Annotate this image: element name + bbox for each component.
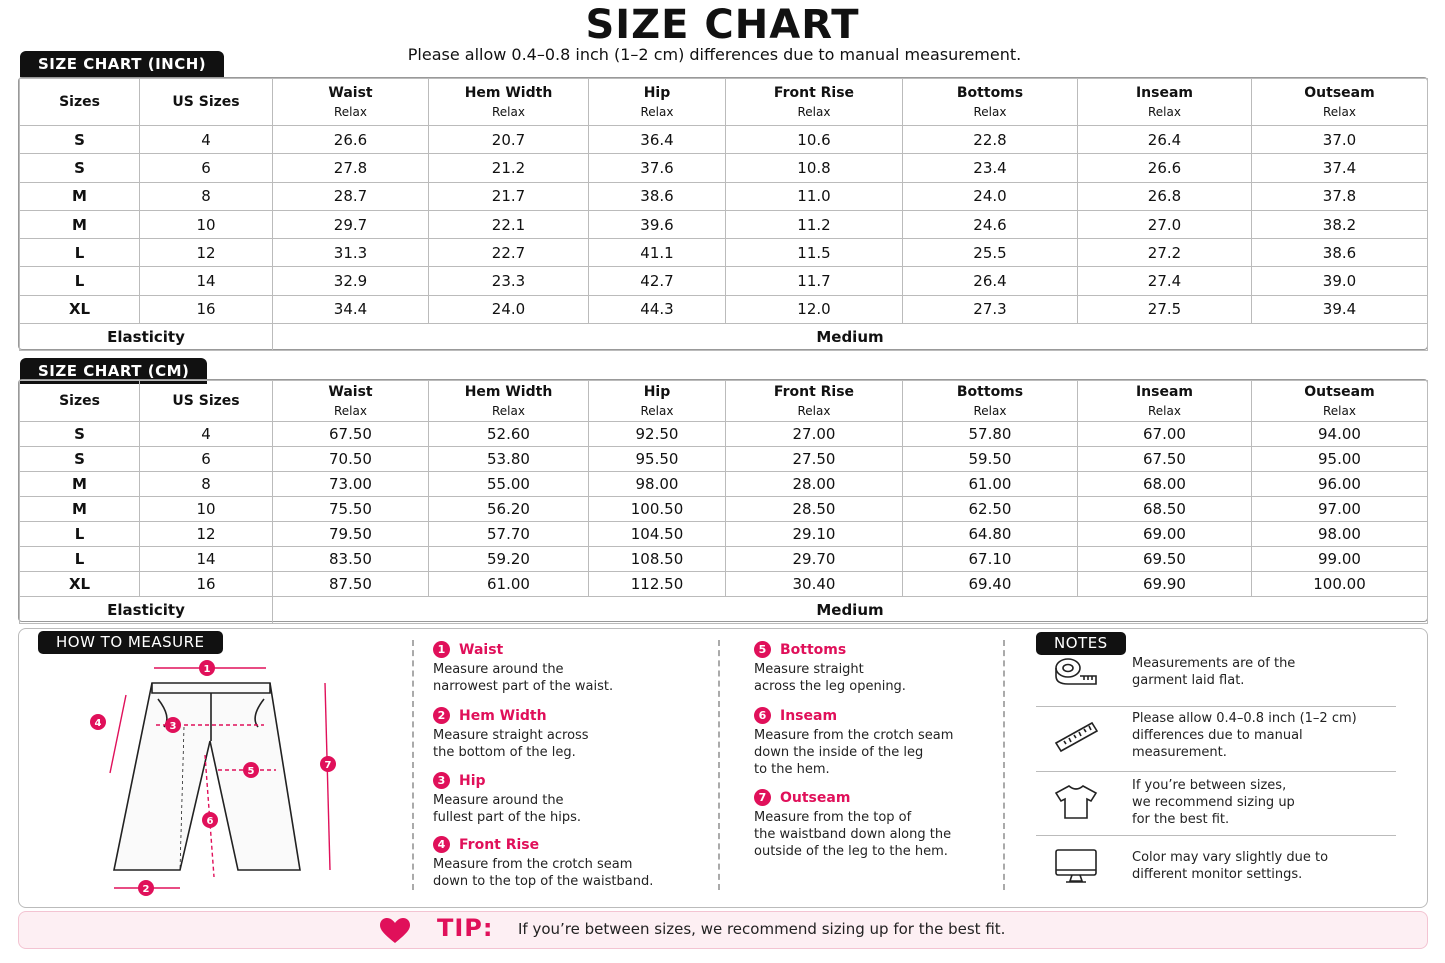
table-header-row bbox=[20, 381, 1428, 422]
column-title: Sizes bbox=[59, 94, 100, 110]
value-cell: 27.3 bbox=[903, 295, 1078, 323]
measure-number-badge: 7 bbox=[754, 789, 771, 806]
value-cell: 69.90 bbox=[1078, 572, 1252, 597]
value-cell: 42.7 bbox=[589, 267, 726, 295]
column-title: Hip bbox=[643, 384, 671, 400]
value-cell: 68.50 bbox=[1078, 497, 1252, 522]
value-cell: 95.50 bbox=[589, 447, 726, 472]
value-cell: 27.0 bbox=[1078, 210, 1252, 238]
size-cell: S bbox=[20, 154, 140, 182]
inch-size-table bbox=[19, 78, 1428, 351]
column-header bbox=[140, 79, 273, 126]
value-cell: 100.00 bbox=[1252, 572, 1428, 597]
measure-item-title: Front Rise bbox=[459, 836, 540, 853]
value-cell: 112.50 bbox=[589, 572, 726, 597]
value-cell: 29.10 bbox=[726, 522, 903, 547]
value-cell: 24.6 bbox=[903, 210, 1078, 238]
value-cell: 67.00 bbox=[1078, 422, 1252, 447]
measure-item-text bbox=[754, 727, 1014, 778]
diagram-marker-4: 4 bbox=[94, 718, 102, 729]
measure-item bbox=[433, 641, 693, 695]
value-cell: 26.4 bbox=[903, 267, 1078, 295]
note-divider bbox=[1036, 835, 1396, 836]
value-cell: 12 bbox=[140, 522, 273, 547]
column-subtitle: Relax bbox=[973, 404, 1007, 418]
size-cell: XL bbox=[20, 295, 140, 323]
measure-text-line: Measure from the crotch seam bbox=[754, 728, 954, 743]
value-cell: 92.50 bbox=[589, 422, 726, 447]
measure-text-line: across the leg opening. bbox=[754, 679, 906, 694]
value-cell: 30.40 bbox=[726, 572, 903, 597]
column-header bbox=[1078, 79, 1252, 126]
size-cell: S bbox=[20, 422, 140, 447]
value-cell: 108.50 bbox=[589, 547, 726, 572]
value-cell: 98.00 bbox=[1252, 522, 1428, 547]
note-text-line: we recommend sizing up bbox=[1132, 794, 1295, 810]
value-cell: 11.7 bbox=[726, 267, 903, 295]
measure-item-heading bbox=[433, 707, 693, 724]
size-cell: M bbox=[20, 497, 140, 522]
value-cell: 96.00 bbox=[1252, 472, 1428, 497]
value-cell: 28.50 bbox=[726, 497, 903, 522]
measure-number-badge: 1 bbox=[433, 641, 450, 658]
column-header bbox=[589, 79, 726, 126]
value-cell: 11.5 bbox=[726, 239, 903, 267]
value-cell: 98.00 bbox=[589, 472, 726, 497]
size-cell: XL bbox=[20, 572, 140, 597]
note-text-line: Color may vary slightly due to bbox=[1132, 850, 1329, 865]
table-row bbox=[20, 572, 1428, 597]
heart-icon bbox=[380, 918, 410, 944]
diagram-marker-2: 2 bbox=[142, 884, 150, 895]
table-row bbox=[20, 497, 1428, 522]
measure-item bbox=[433, 707, 693, 761]
note-text-line: for the best fit. bbox=[1132, 811, 1230, 827]
note-text-line: Please allow 0.4–0.8 inch (1–2 cm) bbox=[1132, 710, 1357, 726]
table-header-row bbox=[20, 79, 1428, 126]
value-cell: 27.8 bbox=[273, 154, 429, 182]
value-cell: 67.10 bbox=[903, 547, 1078, 572]
note-text bbox=[1132, 770, 1394, 834]
column-header bbox=[589, 381, 726, 422]
value-cell: 64.80 bbox=[903, 522, 1078, 547]
value-cell: 59.20 bbox=[429, 547, 589, 572]
value-cell: 24.0 bbox=[429, 295, 589, 323]
note-text-line: different monitor settings. bbox=[1132, 867, 1303, 882]
column-title: Hem Width bbox=[464, 384, 553, 400]
value-cell: 10 bbox=[140, 210, 273, 238]
column-title: Hem Width bbox=[464, 85, 553, 101]
notes-label: NOTES bbox=[1036, 632, 1126, 655]
column-title: Front Rise bbox=[773, 85, 855, 101]
column-header bbox=[429, 381, 589, 422]
measure-item-text bbox=[433, 856, 693, 890]
diagram-marker-7: 7 bbox=[324, 760, 332, 771]
column-header bbox=[726, 381, 903, 422]
column-header bbox=[726, 79, 903, 126]
measure-text-line: down to the top of the waistband. bbox=[433, 874, 654, 889]
measure-number-badge: 6 bbox=[754, 707, 771, 724]
value-cell: 61.00 bbox=[429, 572, 589, 597]
value-cell: 44.3 bbox=[589, 295, 726, 323]
column-header bbox=[1252, 381, 1428, 422]
value-cell: 27.4 bbox=[1078, 267, 1252, 295]
column-subtitle: Relax bbox=[1323, 404, 1356, 418]
value-cell: 94.00 bbox=[1252, 422, 1428, 447]
note-text-block bbox=[1132, 655, 1295, 689]
value-cell: 53.80 bbox=[429, 447, 589, 472]
column-title: Inseam bbox=[1135, 384, 1194, 400]
value-cell: 10 bbox=[140, 497, 273, 522]
value-cell: 12 bbox=[140, 239, 273, 267]
measure-item-title: Inseam bbox=[780, 707, 838, 724]
measure-item-title: Waist bbox=[459, 641, 504, 658]
value-cell: 36.4 bbox=[589, 126, 726, 154]
value-cell: 14 bbox=[140, 547, 273, 572]
measure-text-line: narrowest part of the waist. bbox=[433, 679, 614, 694]
column-header bbox=[273, 79, 429, 126]
note-text-line: Measurements are of the bbox=[1132, 656, 1296, 671]
column-title: Outseam bbox=[1304, 85, 1375, 101]
column-title: Bottoms bbox=[956, 384, 1024, 400]
value-cell: 59.50 bbox=[903, 447, 1078, 472]
value-cell: 68.00 bbox=[1078, 472, 1252, 497]
value-cell: 11.2 bbox=[726, 210, 903, 238]
measure-item-text bbox=[754, 661, 1014, 695]
column-subtitle: Relax bbox=[1323, 105, 1356, 119]
measure-item-title: Hem Width bbox=[459, 707, 547, 724]
measure-item-title: Bottoms bbox=[780, 641, 847, 658]
table-row bbox=[20, 447, 1428, 472]
value-cell: 67.50 bbox=[273, 422, 429, 447]
value-cell: 69.40 bbox=[903, 572, 1078, 597]
table-row bbox=[20, 210, 1428, 238]
column-header bbox=[1252, 79, 1428, 126]
value-cell: 37.4 bbox=[1252, 154, 1428, 182]
measure-item bbox=[754, 641, 1014, 695]
page-subtitle: Please allow 0.4–0.8 inch (1–2 cm) differences due to manual measurement. bbox=[407, 45, 1022, 64]
size-cell: M bbox=[20, 210, 140, 238]
value-cell: 69.50 bbox=[1078, 547, 1252, 572]
column-subtitle: Relax bbox=[640, 105, 674, 119]
value-cell: 52.60 bbox=[429, 422, 589, 447]
value-cell: 99.00 bbox=[1252, 547, 1428, 572]
value-cell: 55.00 bbox=[429, 472, 589, 497]
size-cell: M bbox=[20, 182, 140, 210]
how-to-measure-label: HOW TO MEASURE bbox=[38, 631, 223, 654]
measure-item bbox=[754, 707, 1014, 778]
value-cell: 4 bbox=[140, 126, 273, 154]
measure-item-text bbox=[433, 792, 693, 826]
cm-chart-label: SIZE CHART (CM) bbox=[20, 358, 207, 384]
value-cell: 28.00 bbox=[726, 472, 903, 497]
note-text bbox=[1132, 640, 1394, 704]
value-cell: 38.6 bbox=[1252, 239, 1428, 267]
value-cell: 62.50 bbox=[903, 497, 1078, 522]
value-cell: 11.0 bbox=[726, 182, 903, 210]
column-header bbox=[20, 381, 140, 422]
tip-label: TIP: bbox=[437, 914, 494, 942]
size-cell: S bbox=[20, 447, 140, 472]
column-subtitle: Relax bbox=[973, 105, 1007, 119]
column-subtitle: Relax bbox=[492, 105, 525, 119]
diagram-marker-1: 1 bbox=[203, 664, 211, 675]
value-cell: 79.50 bbox=[273, 522, 429, 547]
measure-item-text bbox=[433, 727, 693, 761]
ruler-icon bbox=[1054, 717, 1098, 753]
value-cell: 75.50 bbox=[273, 497, 429, 522]
note-text-block bbox=[1132, 710, 1357, 761]
column-subtitle: Relax bbox=[334, 105, 367, 119]
value-cell: 39.0 bbox=[1252, 267, 1428, 295]
monitor-icon bbox=[1054, 848, 1098, 884]
value-cell: 26.6 bbox=[273, 126, 429, 154]
value-cell: 26.4 bbox=[1078, 126, 1252, 154]
measure-number-badge: 2 bbox=[433, 707, 450, 724]
measure-item-text bbox=[433, 661, 693, 695]
value-cell: 22.1 bbox=[429, 210, 589, 238]
table-row bbox=[20, 295, 1428, 323]
size-cell: L bbox=[20, 547, 140, 572]
measure-text-line: fullest part of the hips. bbox=[433, 810, 581, 825]
value-cell: 22.8 bbox=[903, 126, 1078, 154]
column-header bbox=[1078, 381, 1252, 422]
measure-item-heading bbox=[754, 707, 1014, 724]
value-cell: 12.0 bbox=[726, 295, 903, 323]
value-cell: 34.4 bbox=[273, 295, 429, 323]
measure-text-line: Measure from the crotch seam bbox=[433, 857, 633, 872]
value-cell: 27.00 bbox=[726, 422, 903, 447]
value-cell: 14 bbox=[140, 267, 273, 295]
value-cell: 21.7 bbox=[429, 182, 589, 210]
column-subtitle: Relax bbox=[492, 404, 525, 418]
divider bbox=[718, 640, 720, 890]
column-subtitle: Relax bbox=[640, 404, 674, 418]
value-cell: 67.50 bbox=[1078, 447, 1252, 472]
column-title: Sizes bbox=[59, 393, 100, 409]
value-cell: 21.2 bbox=[429, 154, 589, 182]
note-text-line: garment laid flat. bbox=[1132, 673, 1245, 688]
note-item bbox=[1036, 834, 1396, 898]
measure-number-badge: 4 bbox=[433, 836, 450, 853]
column-header bbox=[140, 381, 273, 422]
size-cell: M bbox=[20, 472, 140, 497]
value-cell: 69.00 bbox=[1078, 522, 1252, 547]
page-title: SIZE CHART bbox=[585, 2, 860, 48]
table-row bbox=[20, 154, 1428, 182]
table-row bbox=[20, 267, 1428, 295]
diagram-marker-3: 3 bbox=[169, 721, 177, 732]
elasticity-value: Medium bbox=[273, 324, 1428, 351]
value-cell: 38.2 bbox=[1252, 210, 1428, 238]
measure-text-line: down the inside of the leg bbox=[754, 745, 924, 760]
size-cell: L bbox=[20, 522, 140, 547]
measure-number-badge: 3 bbox=[433, 772, 450, 789]
column-subtitle: Relax bbox=[1148, 404, 1181, 418]
note-divider bbox=[1036, 706, 1396, 707]
measure-text-line: Measure around the bbox=[433, 793, 564, 808]
column-subtitle: Relax bbox=[797, 105, 831, 119]
measure-item-heading bbox=[433, 641, 693, 658]
value-cell: 104.50 bbox=[589, 522, 726, 547]
value-cell: 27.5 bbox=[1078, 295, 1252, 323]
column-title: US Sizes bbox=[172, 94, 240, 110]
measure-text-line: the bottom of the leg. bbox=[433, 745, 576, 760]
column-header bbox=[903, 381, 1078, 422]
value-cell: 6 bbox=[140, 447, 273, 472]
measure-item bbox=[754, 789, 1014, 860]
value-cell: 37.8 bbox=[1252, 182, 1428, 210]
value-cell: 83.50 bbox=[273, 547, 429, 572]
elasticity-row bbox=[20, 324, 1428, 351]
value-cell: 16 bbox=[140, 572, 273, 597]
measure-item bbox=[433, 836, 693, 890]
measure-item-heading bbox=[754, 789, 1014, 806]
value-cell: 73.00 bbox=[273, 472, 429, 497]
value-cell: 39.6 bbox=[589, 210, 726, 238]
value-cell: 37.0 bbox=[1252, 126, 1428, 154]
note-text-line: differences due to manual bbox=[1132, 727, 1303, 743]
value-cell: 8 bbox=[140, 472, 273, 497]
table-row bbox=[20, 547, 1428, 572]
value-cell: 10.6 bbox=[726, 126, 903, 154]
value-cell: 32.9 bbox=[273, 267, 429, 295]
value-cell: 24.0 bbox=[903, 182, 1078, 210]
note-text-line: measurement. bbox=[1132, 744, 1227, 760]
size-cell: S bbox=[20, 126, 140, 154]
note-item bbox=[1036, 770, 1396, 834]
value-cell: 27.2 bbox=[1078, 239, 1252, 267]
measure-item-heading bbox=[433, 836, 693, 853]
measure-text-line: outside of the leg to the hem. bbox=[754, 844, 948, 859]
value-cell: 10.8 bbox=[726, 154, 903, 182]
value-cell: 61.00 bbox=[903, 472, 1078, 497]
column-header bbox=[903, 79, 1078, 126]
value-cell: 28.7 bbox=[273, 182, 429, 210]
measure-item-heading bbox=[433, 772, 693, 789]
measure-item bbox=[433, 772, 693, 826]
value-cell: 70.50 bbox=[273, 447, 429, 472]
column-title: Hip bbox=[643, 85, 671, 101]
size-cell: L bbox=[20, 267, 140, 295]
value-cell: 8 bbox=[140, 182, 273, 210]
column-subtitle: Relax bbox=[797, 404, 831, 418]
column-header bbox=[20, 79, 140, 126]
elasticity-row bbox=[20, 597, 1428, 624]
measuring-tape-icon bbox=[1054, 654, 1098, 690]
column-title: US Sizes bbox=[172, 393, 240, 409]
column-title: Front Rise bbox=[773, 384, 855, 400]
value-cell: 26.8 bbox=[1078, 182, 1252, 210]
table-row bbox=[20, 472, 1428, 497]
value-cell: 100.50 bbox=[589, 497, 726, 522]
note-divider bbox=[1036, 771, 1396, 772]
size-cell: L bbox=[20, 239, 140, 267]
value-cell: 27.50 bbox=[726, 447, 903, 472]
value-cell: 41.1 bbox=[589, 239, 726, 267]
measure-item-heading bbox=[754, 641, 1014, 658]
measure-text-line: to the hem. bbox=[754, 762, 830, 777]
pants-diagram bbox=[80, 655, 360, 900]
measure-item-title: Outseam bbox=[780, 789, 851, 806]
measure-item-title: Hip bbox=[459, 772, 486, 789]
note-text-block bbox=[1132, 777, 1295, 828]
note-item bbox=[1036, 703, 1396, 767]
value-cell: 29.7 bbox=[273, 210, 429, 238]
value-cell: 57.80 bbox=[903, 422, 1078, 447]
column-title: Outseam bbox=[1304, 384, 1375, 400]
table-row bbox=[20, 182, 1428, 210]
value-cell: 20.7 bbox=[429, 126, 589, 154]
value-cell: 4 bbox=[140, 422, 273, 447]
measure-text-line: Measure from the top of bbox=[754, 810, 912, 825]
column-title: Bottoms bbox=[956, 85, 1024, 101]
note-item bbox=[1036, 640, 1396, 704]
measure-text-line: Measure straight bbox=[754, 662, 864, 677]
column-header bbox=[273, 381, 429, 422]
elasticity-label: Elasticity bbox=[20, 597, 273, 624]
cm-size-table bbox=[19, 380, 1428, 624]
column-title: Waist bbox=[328, 384, 373, 400]
elasticity-label: Elasticity bbox=[20, 324, 273, 351]
measure-text-line: the waistband down along the bbox=[754, 827, 952, 842]
value-cell: 57.70 bbox=[429, 522, 589, 547]
value-cell: 23.4 bbox=[903, 154, 1078, 182]
value-cell: 95.00 bbox=[1252, 447, 1428, 472]
value-cell: 97.00 bbox=[1252, 497, 1428, 522]
column-subtitle: Relax bbox=[334, 404, 367, 418]
inch-chart-label: SIZE CHART (INCH) bbox=[20, 51, 224, 77]
value-cell: 29.70 bbox=[726, 547, 903, 572]
column-subtitle: Relax bbox=[1148, 105, 1181, 119]
divider bbox=[412, 640, 414, 890]
tip-text: If you’re between sizes, we recommend sizing up for the best fit. bbox=[518, 920, 1006, 938]
table-row bbox=[20, 422, 1428, 447]
value-cell: 22.7 bbox=[429, 239, 589, 267]
value-cell: 31.3 bbox=[273, 239, 429, 267]
value-cell: 26.6 bbox=[1078, 154, 1252, 182]
value-cell: 25.5 bbox=[903, 239, 1078, 267]
tshirt-icon bbox=[1054, 784, 1098, 820]
note-text bbox=[1132, 834, 1394, 898]
measure-text-line: Measure straight across bbox=[433, 728, 589, 743]
column-header bbox=[429, 79, 589, 126]
value-cell: 39.4 bbox=[1252, 295, 1428, 323]
value-cell: 56.20 bbox=[429, 497, 589, 522]
note-text-line: If you’re between sizes, bbox=[1132, 777, 1287, 793]
column-title: Inseam bbox=[1135, 85, 1194, 101]
diagram-marker-5: 5 bbox=[247, 766, 255, 777]
value-cell: 6 bbox=[140, 154, 273, 182]
measure-text-line: Measure around the bbox=[433, 662, 564, 677]
value-cell: 37.6 bbox=[589, 154, 726, 182]
value-cell: 38.6 bbox=[589, 182, 726, 210]
measure-item-text bbox=[754, 809, 1014, 860]
value-cell: 16 bbox=[140, 295, 273, 323]
diagram-marker-6: 6 bbox=[206, 816, 214, 827]
table-row bbox=[20, 126, 1428, 154]
value-cell: 23.3 bbox=[429, 267, 589, 295]
table-row bbox=[20, 522, 1428, 547]
column-title: Waist bbox=[328, 85, 373, 101]
value-cell: 87.50 bbox=[273, 572, 429, 597]
measure-number-badge: 5 bbox=[754, 641, 771, 658]
note-text-block bbox=[1132, 849, 1328, 883]
elasticity-value: Medium bbox=[273, 597, 1428, 624]
table-row bbox=[20, 239, 1428, 267]
note-text bbox=[1132, 703, 1394, 767]
